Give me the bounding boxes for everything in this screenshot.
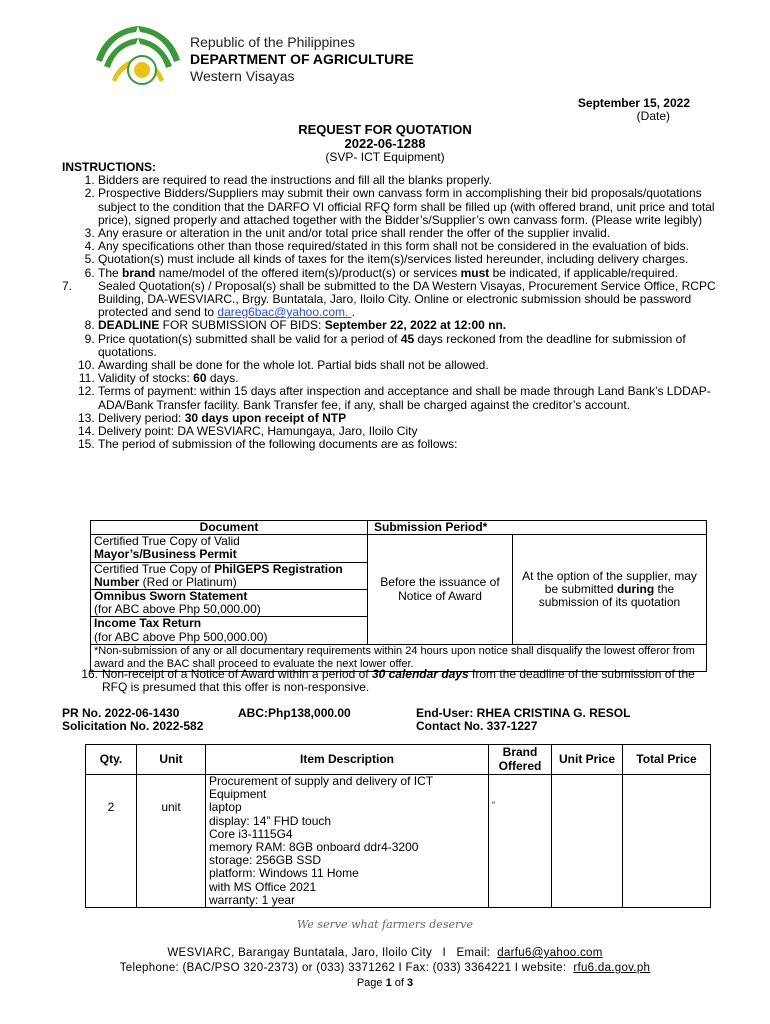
item-intro: Procurement of supply and delivery of ICT Equipment: [209, 774, 433, 802]
instruction-9: 9. Price quotation(s) submitted shall be valid for a period of 45 days reckoned from the deadline for submission of quotations.: [98, 333, 722, 359]
item-unit: unit: [137, 775, 206, 908]
solicitation-number: Solicitation No. 2022-582: [62, 719, 204, 733]
instruction-5: 5. Quotation(s) must include all kinds of taxes for the item(s)/services listed hereunder, including delivery charges.: [98, 253, 722, 266]
instructions-list: [62, 174, 722, 280]
rfq-title: REQUEST FOR QUOTATION: [298, 122, 472, 137]
item-qty: 2: [86, 775, 137, 908]
instruction-2: 2. Prospective Bidders/Suppliers may submit their own canvass form in accomplishing their bid proposals/quotations subject to the condition that the DARFO VI official RFQ form shall be filled up (with offered brand, unit price and total price), signed properly and attached together with the Bidder’s/Supplier’s own canvass form. (Please write legibly): [98, 187, 722, 227]
col-total-price: Total Price: [623, 745, 711, 775]
spec-line: warranty: 1 year: [209, 892, 296, 907]
footer-contacts: Telephone: (BAC/PSO 320-2373) or (033) 3371262 I Fax: (033) 3364221 I website: rfu6.da.gov.ph: [119, 962, 651, 974]
doc-row-philgeps: Certified True Copy of PhilGEPS Registration Number (Red or Platinum): [91, 562, 368, 589]
instruction-10: 10. Awarding shall be done for the whole lot. Partial bids shall not be allowed.: [98, 359, 722, 372]
item-total-price: [623, 775, 711, 908]
instruction-14: 14. Delivery point: DA WESVIARC, Hamungaya, Jaro, Iloilo City: [98, 425, 722, 438]
col-brand: Brand Offered: [489, 745, 552, 775]
instruction-1: 1. Bidders are required to read the instructions and fill all the blanks properly.: [98, 174, 722, 187]
rfq-subtitle: (SVP- ICT Equipment): [325, 150, 445, 164]
footer-email-link[interactable]: darfu6@yahoo.com: [497, 947, 603, 959]
footer-motto: We serve what farmers deserve: [297, 918, 473, 931]
doc-row-itr: Income Tax Return (for ABC above Php 500,000.00): [91, 617, 368, 644]
spec-line: memory RAM: 8GB onboard ddr4-3200: [209, 840, 419, 855]
footer-website-link[interactable]: rfu6.da.gov.ph: [573, 962, 651, 974]
footer-address: WESVIARC, Barangay Buntatala, Jaro, Iloilo City I Email: darfu6@yahoo.com: [167, 947, 603, 959]
header-region: Western Visayas: [190, 68, 295, 84]
item-description: [206, 775, 489, 908]
bac-email-link[interactable]: dareg6bac@yahoo.com.: [217, 305, 352, 320]
spec-line: laptop: [209, 800, 242, 815]
instruction-15: 15. The period of submission of the following documents are as follows:: [98, 438, 722, 451]
instruction-12: 12. Terms of payment: within 15 days after inspection and acceptance and shall be made through Land Bank’s LDDAP-ADA/Bank Transfer facility. Bank Transfer fee, if any, shall be charged against the creditor’s account.: [98, 385, 722, 411]
instruction-3: 3. Any erasure or alteration in the unit and/or total price shall render the offer of the supplier invalid.: [98, 227, 722, 240]
doc-col-period: Submission Period*: [368, 521, 707, 535]
documents-table: [90, 520, 707, 672]
instructions-list-cont: [62, 319, 722, 451]
header-department: DEPARTMENT OF AGRICULTURE: [190, 51, 414, 67]
date-label: (Date): [636, 109, 670, 123]
department-of-agriculture-logo: [92, 20, 184, 96]
spec-line: display: 14” FHD touch: [209, 813, 332, 828]
doc-note: *Non-submission of any or all documentary requirements within 24 hours upon notice shall disqualify the lowest offeror from award and the BAC shall proceed to evaluate the next lower offer.: [91, 644, 707, 671]
instruction-6: 6. The brand name/model of the offered item(s)/product(s) or services must be indicated, if applicable/required.: [98, 267, 722, 280]
spec-line: with MS Office 2021: [209, 879, 317, 894]
col-qty: Qty.: [86, 745, 137, 775]
instruction-7: 7. Sealed Quotation(s) / Proposal(s) shall be submitted to the DA Western Visayas, Procurement Service Office, RCPC Building, DA-WESVIARC., Brgy. Buntatala, Jaro, Iloilo City. Online or electronic submission should be password protected and send to dareg6bac@yahoo.com. .: [62, 278, 716, 320]
pr-number: PR No. 2022-06-1430: [62, 706, 180, 720]
instruction-11: 11. Validity of stocks: 60 days.: [98, 372, 722, 385]
doc-col-document: Document: [91, 521, 368, 535]
instruction-8: 8. DEADLINE FOR SUBMISSION OF BIDS: September 22, 2022 at 12:00 nn.: [98, 319, 722, 332]
col-unit: Unit: [137, 745, 206, 775]
instructions-heading: INSTRUCTIONS:: [62, 160, 156, 174]
spec-line: platform: Windows 11 Home: [209, 866, 359, 881]
abc-amount: ABC:Php138,000.00: [238, 706, 351, 720]
item-brand: “: [489, 775, 552, 908]
table-row: [86, 775, 711, 908]
end-user: End-User: RHEA CRISTINA G. RESOL: [416, 706, 631, 720]
rfq-number: 2022-06-1288: [344, 136, 426, 151]
spec-line: storage: 256GB SSD: [209, 853, 322, 868]
page-number: Page 1 of 3: [356, 977, 414, 989]
doc-period-text: Before the issuance of Notice of Award: [368, 535, 513, 645]
spec-line: Core i3-1115G4: [209, 826, 293, 841]
col-description: Item Description: [206, 745, 489, 775]
doc-option-text: At the option of the supplier, may be submitted during the submission of its quotation: [513, 535, 707, 645]
instruction-16: 16. Non-receipt of a Notice of Award within a period of 30 calendar days from the deadline of the submission of the RFQ is presumed that this offer is non-responsive.: [81, 667, 695, 695]
header-republic: Republic of the Philippines: [190, 34, 355, 50]
contact-number: Contact No. 337-1227: [416, 719, 538, 733]
col-unit-price: Unit Price: [552, 745, 623, 775]
doc-row-permit: Certified True Copy of Valid Mayor’s/Business Permit: [91, 535, 368, 562]
rfq-date: September 15, 2022: [577, 96, 690, 110]
items-table: [85, 744, 711, 908]
item-unit-price: [552, 775, 623, 908]
instruction-13: 13. Delivery period: 30 days upon receipt of NTP: [98, 412, 722, 425]
instructions-section: [62, 161, 722, 451]
instruction-4: 4. Any specifications other than those required/stated in this form shall not be considered in the evaluation of bids.: [98, 240, 722, 253]
doc-row-omnibus: Omnibus Sworn Statement (for ABC above Php 50,000.00): [91, 590, 368, 617]
